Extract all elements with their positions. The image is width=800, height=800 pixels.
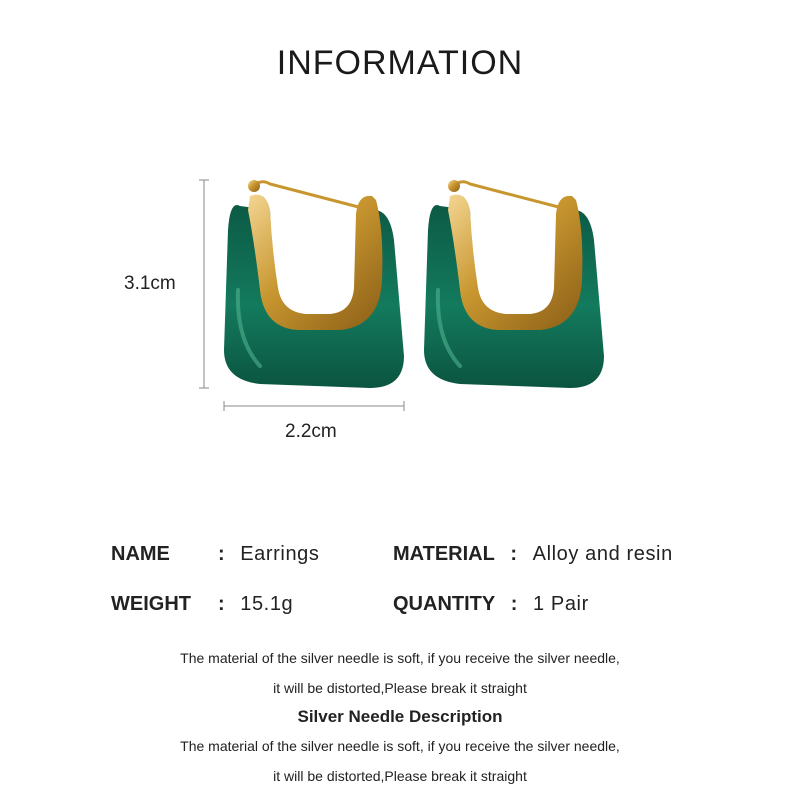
left-earring	[224, 180, 404, 388]
page-title: INFORMATION	[276, 44, 524, 82]
spec-quantity-key: QUANTITY	[393, 593, 496, 615]
spec-material-value: Alloy and resin	[532, 543, 673, 565]
spec-material	[393, 543, 673, 566]
spec-separator: :	[510, 593, 518, 615]
width-dimension-line	[224, 401, 404, 411]
spec-weight-key: WEIGHT	[111, 593, 191, 615]
height-dimension-line	[199, 180, 209, 388]
note-line-1: The material of the silver needle is soft, if you receive the silver needle,	[180, 650, 620, 666]
note-heading: Silver Needle Description	[297, 707, 503, 726]
spec-quantity	[393, 593, 589, 616]
spec-separator: :	[510, 543, 518, 565]
spec-separator: :	[218, 593, 225, 615]
note-line-3: The material of the silver needle is soft, if you receive the silver needle,	[180, 738, 620, 754]
spec-weight	[111, 593, 191, 616]
spec-name	[111, 543, 170, 566]
right-earring	[424, 180, 604, 388]
spec-name-value: Earrings	[240, 543, 320, 565]
spec-material-key: MATERIAL	[393, 543, 495, 565]
width-dimension-label: 2.2cm	[285, 421, 337, 442]
note-line-2: it will be distorted,Please break it straight	[273, 680, 527, 696]
spec-name-value-group	[218, 543, 320, 566]
spec-separator: :	[218, 543, 225, 565]
note-line-4: it will be distorted,Please break it straight	[273, 768, 527, 784]
spec-weight-value-group	[218, 593, 293, 616]
earrings-photo	[190, 170, 630, 420]
spec-quantity-value: 1 Pair	[533, 593, 589, 615]
spec-name-key: NAME	[111, 543, 170, 565]
height-dimension-label: 3.1cm	[124, 273, 176, 294]
spec-weight-value: 15.1g	[240, 593, 294, 615]
